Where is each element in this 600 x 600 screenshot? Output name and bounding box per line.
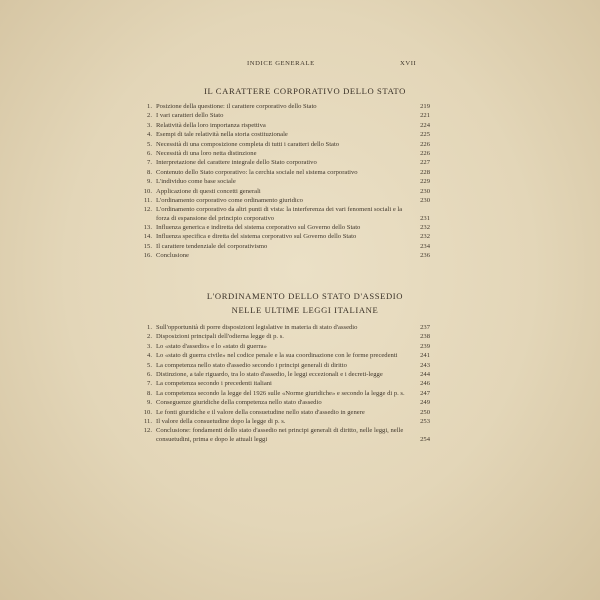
running-head-title: INDICE GENERALE [247, 60, 315, 67]
toc-entry-text: Conseguenze giuridiche della competenza nello stato d'assedio [156, 399, 322, 407]
toc-entry-number: 6. [147, 149, 152, 157]
toc-entry-number: 16. [143, 252, 152, 260]
toc-entry-page: 229 [420, 178, 430, 186]
toc-entry [140, 224, 430, 232]
toc-entry-text: Contenuto dello Stato corporativo: la cerchia sociale nel sistema corporativo [156, 168, 358, 176]
section-2-title-line-2: NELLE ULTIME LEGGI ITALIANE [231, 305, 379, 315]
toc-entry [140, 188, 430, 196]
toc-entry [140, 178, 430, 186]
toc-entry-text: I vari caratteri dello Stato [156, 112, 224, 120]
toc-entry-number: 12. [143, 206, 152, 214]
toc-entry-page: 228 [420, 168, 430, 176]
toc-entry-number: 4. [147, 131, 152, 139]
toc-entry-page: 232 [420, 233, 430, 241]
section-1-entries [140, 103, 430, 260]
toc-entry [140, 418, 430, 426]
toc-entry-text: Il carattere tendenziale del corporativismo [156, 242, 268, 250]
section-1-title: IL CARATTERE CORPORATIVO DELLO STATO [204, 86, 406, 96]
toc-entry [140, 243, 430, 251]
toc-entry [140, 131, 430, 139]
toc-entry [140, 390, 430, 398]
toc-entry-number: 3. [147, 342, 152, 350]
toc-entry-page: 227 [420, 159, 430, 167]
toc-entry-text: La competenza secondo la legge del 1926 sulle «Norme giuridiche» e secondo la legge di p. s. [156, 389, 405, 397]
toc-entry-page: 244 [420, 370, 430, 378]
toc-entry-number: 11. [144, 417, 152, 425]
toc-entry-text: La competenza nello stato d'assedio secondo i principi generali di diritto [156, 361, 347, 369]
toc-entry-page: 236 [420, 252, 430, 260]
toc-entry [140, 150, 430, 158]
toc-entry-number: 2. [147, 112, 152, 120]
toc-entry [140, 399, 430, 407]
toc-entry-text: L'ordinamento corporativo da altri punti di vista: la interferenza dei vari fenomeni sociali e la forza di espansione del principio corporativo [156, 206, 403, 222]
toc-entry-number: 9. [147, 399, 152, 407]
toc-entry-text: Posizione della questione: il carattere corporativo dello Stato [156, 103, 317, 110]
toc-entry-page: 237 [420, 324, 430, 331]
toc-entry [140, 380, 430, 388]
toc-entry [140, 333, 430, 341]
toc-entry [140, 197, 430, 205]
toc-entry-number: 5. [147, 361, 152, 369]
toc-entry-page: 243 [420, 361, 430, 369]
toc-entry [140, 103, 430, 111]
toc-entry-number: 10. [143, 187, 152, 195]
toc-entry-number: 7. [147, 380, 152, 388]
toc-entry-text: Le fonti giuridiche e il valore della consuetudine nello stato d'assedio in genere [156, 408, 365, 416]
toc-entry-text: Influenza specifica e diretta del sistema corporativo sul Governo dello Stato [156, 233, 357, 241]
toc-entry [140, 206, 430, 222]
toc-entry-text: Lo «stato d'assedio» e lo «stato di guerra» [156, 342, 267, 350]
running-head [0, 60, 600, 72]
toc-entry-number: 11. [144, 196, 152, 204]
toc-entry-page: 249 [420, 399, 430, 407]
toc-entry-page: 230 [420, 196, 430, 204]
toc-entry-number: 4. [147, 352, 152, 360]
toc-entry-text: La competenza secondo i precedenti italiani [156, 380, 272, 388]
toc-entry [140, 122, 430, 130]
toc-entry-text: Relatività della loro importanza rispettiva [156, 121, 266, 129]
toc-entry [140, 352, 430, 360]
section-2-title-line-1: L'ORDINAMENTO DELLO STATO D'ASSEDIO [206, 291, 404, 301]
toc-entry-page: 250 [420, 408, 430, 416]
toc-entry-number: 10. [143, 408, 152, 416]
toc-entry [140, 343, 430, 351]
toc-entry-text: Distinzione, a tale riguardo, tra lo stato d'assedio, le leggi eccezionali e i decreti-legge [156, 370, 383, 378]
toc-entry-page: 246 [420, 380, 430, 388]
toc-entry-number: 3. [147, 121, 152, 129]
toc-entry-number: 2. [147, 333, 152, 341]
toc-entry-text: Disposizioni principali dell'odierna legge di p. s. [156, 333, 284, 341]
toc-entry-page: 231 [420, 214, 430, 222]
toc-entry-number: 6. [147, 370, 152, 378]
toc-entry-page: 219 [420, 103, 430, 110]
toc-entry-number: 14. [143, 233, 152, 241]
toc-entry-page: 230 [420, 187, 430, 195]
toc-entry-text: L'individuo come base sociale [156, 178, 236, 186]
toc-entry-number: 7. [147, 159, 152, 167]
toc-entry-text: Conclusione: fondamenti dello stato d'assedio nei principi generali di diritto, nelle leggi, nelle consuetudini, prima e dopo le attuali leggi [156, 427, 404, 443]
toc-entry-page: 253 [420, 417, 430, 425]
toc-entry-number: 12. [143, 427, 152, 435]
toc-entry-page: 254 [420, 435, 430, 443]
section-2-entries [140, 324, 430, 444]
toc-entry-text: Necessità di una composizione completa di tutti i caratteri dello Stato [156, 140, 340, 148]
toc-entry-text: Lo «stato di guerra civile» nel codice penale e la sua coordinazione con le forme precedenti [156, 352, 398, 360]
toc-entry-page: 224 [420, 121, 430, 129]
toc-entry [140, 409, 430, 417]
toc-entry [140, 252, 430, 260]
toc-entry-number: 13. [143, 223, 152, 231]
toc-entry-number: 5. [147, 140, 152, 148]
toc-entry-number: 1. [147, 324, 152, 331]
toc-entry-text: Sull'opportunità di porre disposizioni legislative in materia di stato d'assedio [156, 324, 358, 331]
toc-entry-page: 226 [420, 140, 430, 148]
toc-entry-number: 15. [143, 242, 152, 250]
toc-entry [140, 159, 430, 167]
toc-entry-page: 239 [420, 342, 430, 350]
toc-entry-number: 8. [147, 168, 152, 176]
toc-entry [140, 112, 430, 120]
toc-entry-text: Influenza generica e indiretta del sistema corporativo sul Governo dello Stato [156, 223, 361, 231]
toc-entry [140, 427, 430, 443]
toc-entry-page: 234 [420, 242, 430, 250]
toc-entry-page: 226 [420, 149, 430, 157]
toc-entry-page: 225 [420, 131, 430, 139]
toc-entry [140, 324, 430, 332]
toc-entry-page: 221 [420, 112, 430, 120]
toc-entry-number: 9. [147, 178, 152, 186]
toc-entry [140, 141, 430, 149]
toc-entry [140, 371, 430, 379]
running-head-page-number: XVII [400, 60, 417, 67]
toc-entry-page: 232 [420, 223, 430, 231]
toc-entry-text: L'ordinamento corporativo come ordinamento giuridico [156, 196, 303, 204]
toc-entry [140, 169, 430, 177]
toc-entry-page: 238 [420, 333, 430, 341]
toc-entry-text: Necessità di una loro netta distinzione [156, 149, 257, 157]
toc-entry-text: Il valore della consuetudine dopo la legge di p. s. [156, 417, 286, 425]
toc-entry-text: Conclusione [156, 252, 189, 260]
toc-entry-page: 241 [420, 352, 430, 360]
toc-entry-text: Applicazione di questi concetti generali [156, 187, 261, 195]
toc-entry-text: Interpretazione del carattere integrale dello Stato corporativo [156, 159, 317, 167]
toc-entry-number: 8. [147, 389, 152, 397]
toc-entry-number: 1. [147, 103, 152, 110]
toc-entry-text: Esempi di tale relatività nella storia costituzionale [156, 131, 288, 139]
toc-entry-page: 247 [420, 389, 430, 397]
toc-entry [140, 233, 430, 241]
toc-entry [140, 362, 430, 370]
